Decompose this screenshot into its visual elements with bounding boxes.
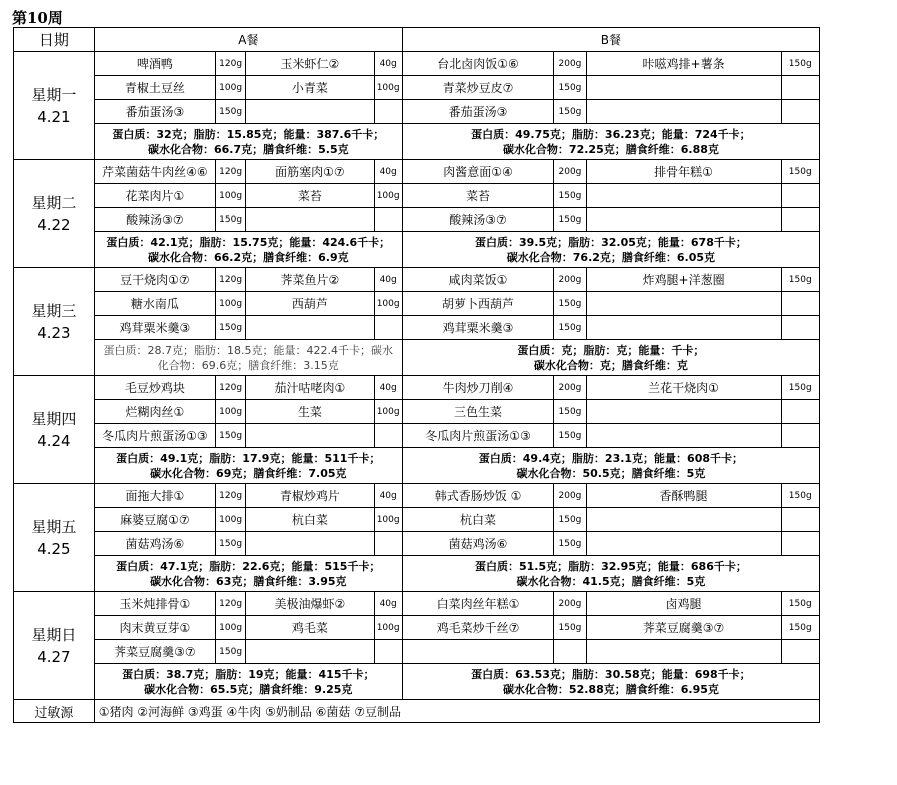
nutrition-a: [94, 448, 402, 484]
dish-name: 菌菇鸡汤⑥: [94, 532, 215, 556]
nutrition-a: [94, 232, 402, 268]
portion-weight: 150g: [781, 52, 819, 76]
dish-name: 西葫芦: [246, 292, 374, 316]
meal-b-header: B餐: [402, 28, 819, 52]
dish-name: 菌菇鸡汤⑥: [402, 532, 553, 556]
menu-row: [14, 52, 820, 76]
dish-name: [246, 316, 374, 340]
dish-name: 烂糊肉丝①: [94, 400, 215, 424]
dish-name: 毛豆炒鸡块: [94, 376, 215, 400]
dish-name: 香酥鸭腿: [586, 484, 781, 508]
portion-weight: [781, 292, 819, 316]
portion-weight: 100g: [215, 616, 245, 640]
nutrition-b: [402, 232, 819, 268]
menu-table: [13, 27, 820, 723]
nutrition-b: [402, 340, 819, 376]
nutrition-line: 化合物：69.6克；膳食纤维：3.15克: [157, 358, 339, 372]
dish-name: 卤鸡腿: [586, 592, 781, 616]
dish-name: 炸鸡腿+洋葱圈: [586, 268, 781, 292]
portion-weight: 150g: [781, 592, 819, 616]
nutrition-line: 蛋白质：39.5克；脂肪：32.05克；能量：678千卡；: [474, 235, 747, 249]
menu-row: [14, 100, 820, 124]
portion-weight: 150g: [215, 424, 245, 448]
portion-weight: 40g: [374, 268, 402, 292]
dish-name: [586, 400, 781, 424]
nutrition-b: [402, 556, 819, 592]
portion-weight: 100g: [374, 292, 402, 316]
portion-weight: [781, 208, 819, 232]
nutrition-line: 蛋白质：51.5克；脂肪：32.95克；能量：686千卡；: [474, 559, 747, 573]
portion-weight: [781, 640, 819, 664]
dish-name: [586, 76, 781, 100]
portion-weight: 150g: [781, 160, 819, 184]
menu-row: [14, 508, 820, 532]
portion-weight: 100g: [374, 76, 402, 100]
dish-name: [586, 640, 781, 664]
dish-name: 台北卤肉饭①⑥: [402, 52, 553, 76]
nutrition-row: [14, 232, 820, 268]
menu-row: [14, 532, 820, 556]
portion-weight: 120g: [215, 52, 245, 76]
portion-weight: 150g: [215, 208, 245, 232]
nutrition-row: [14, 556, 820, 592]
nutrition-line: 碳水化合物：76.2克；膳食纤维：6.05克: [506, 250, 716, 264]
dish-name: [246, 424, 374, 448]
portion-weight: 150g: [554, 508, 586, 532]
dish-name: 青菜炒豆皮⑦: [402, 76, 553, 100]
day-cell-thursday: [14, 376, 95, 484]
portion-weight: [374, 208, 402, 232]
allergen-legend: ①猪肉 ②河海鲜 ③鸡蛋 ④牛肉 ⑤奶制品 ⑥菌菇 ⑦豆制品: [94, 700, 819, 723]
dish-name: 面筋塞肉①⑦: [246, 160, 374, 184]
portion-weight: [781, 76, 819, 100]
dish-name: 糖水南瓜: [94, 292, 215, 316]
nutrition-line: 蛋白质：32克；脂肪：15.85克；能量：387.6千卡；: [112, 127, 385, 141]
portion-weight: [781, 424, 819, 448]
nutrition-b: [402, 448, 819, 484]
dish-name: 荠菜鱼片②: [246, 268, 374, 292]
portion-weight: 150g: [215, 316, 245, 340]
menu-row: [14, 376, 820, 400]
dish-name: [586, 424, 781, 448]
day-date: 4.21: [37, 107, 71, 126]
portion-weight: 200g: [554, 52, 586, 76]
dish-name: 三色生菜: [402, 400, 553, 424]
portion-weight: [374, 532, 402, 556]
day-cell-monday: [14, 52, 95, 160]
portion-weight: 150g: [215, 532, 245, 556]
nutrition-a: [94, 124, 402, 160]
nutrition-b: [402, 124, 819, 160]
portion-weight: 150g: [554, 76, 586, 100]
dish-name: 番茄蛋汤③: [402, 100, 553, 124]
nutrition-row: [14, 340, 820, 376]
dish-name: 咸肉菜饭①: [402, 268, 553, 292]
menu-row: [14, 640, 820, 664]
portion-weight: 200g: [554, 268, 586, 292]
nutrition-a: [94, 664, 402, 700]
portion-weight: [374, 100, 402, 124]
portion-weight: 120g: [215, 160, 245, 184]
menu-row: [14, 424, 820, 448]
portion-weight: [781, 400, 819, 424]
date-header: 日期: [14, 28, 95, 52]
nutrition-b: [402, 664, 819, 700]
portion-weight: 40g: [374, 160, 402, 184]
portion-weight: 120g: [215, 268, 245, 292]
day-name: 星期四: [31, 409, 77, 428]
portion-weight: 120g: [215, 484, 245, 508]
portion-weight: 200g: [554, 160, 586, 184]
portion-weight: [374, 424, 402, 448]
dish-name: 玉米虾仁②: [246, 52, 374, 76]
dish-name: [586, 508, 781, 532]
nutrition-line: 蛋白质：47.1克；脂肪：22.6克；能量：515千卡；: [116, 559, 381, 573]
nutrition-a: [94, 340, 402, 376]
menu-row: [14, 268, 820, 292]
portion-weight: 120g: [215, 592, 245, 616]
dish-name: [586, 184, 781, 208]
nutrition-line: 碳水化合物：69克；膳食纤维：7.05克: [150, 466, 347, 480]
nutrition-line: 蛋白质：49.4克；脂肪：23.1克；能量：608千卡；: [478, 451, 744, 465]
nutrition-line: 蛋白质：49.1克；脂肪：17.9克；能量：511千卡；: [116, 451, 381, 465]
nutrition-row: [14, 664, 820, 700]
nutrition-line: 碳水化合物：66.2克；膳食纤维：6.9克: [147, 250, 349, 264]
dish-name: 青椒炒鸡片: [246, 484, 374, 508]
dish-name: 肉末黄豆芽①: [94, 616, 215, 640]
dish-name: 咔嗞鸡排+薯条: [586, 52, 781, 76]
dish-name: [586, 100, 781, 124]
portion-weight: 150g: [554, 616, 586, 640]
dish-name: 冬瓜肉片煎蛋汤①③: [94, 424, 215, 448]
day-cell-tuesday: [14, 160, 95, 268]
meal-a-header: A餐: [94, 28, 402, 52]
nutrition-line: 蛋白质：42.1克；脂肪：15.75克；能量：424.6千卡；: [106, 235, 391, 249]
day-name: 星期五: [31, 517, 77, 536]
dish-name: [246, 100, 374, 124]
portion-weight: [374, 316, 402, 340]
dish-name: [586, 208, 781, 232]
dish-name: 菜苔: [402, 184, 553, 208]
dish-name: 豆干烧肉①⑦: [94, 268, 215, 292]
menu-row: [14, 592, 820, 616]
menu-row: [14, 316, 820, 340]
nutrition-row: [14, 448, 820, 484]
dish-name: 美极油爆虾②: [246, 592, 374, 616]
portion-weight: 150g: [781, 616, 819, 640]
portion-weight: 150g: [554, 316, 586, 340]
portion-weight: 150g: [554, 100, 586, 124]
nutrition-line: 碳水化合物：72.25克；膳食纤维：6.88克: [502, 142, 719, 156]
dish-name: 面拖大排①: [94, 484, 215, 508]
dish-name: 麻婆豆腐①⑦: [94, 508, 215, 532]
day-date: 4.24: [37, 431, 71, 450]
menu-row: [14, 484, 820, 508]
portion-weight: 40g: [374, 52, 402, 76]
portion-weight: 200g: [554, 592, 586, 616]
dish-name: 鸡毛菜炒千丝⑦: [402, 616, 553, 640]
dish-name: [246, 208, 374, 232]
dish-name: 兰花干烧肉①: [586, 376, 781, 400]
portion-weight: 100g: [374, 400, 402, 424]
portion-weight: 100g: [215, 508, 245, 532]
portion-weight: 150g: [781, 376, 819, 400]
nutrition-line: 蛋白质：63.53克；脂肪：30.58克；能量：698千卡；: [471, 667, 751, 681]
dish-name: 花菜肉片①: [94, 184, 215, 208]
day-date: 4.23: [37, 323, 71, 342]
dish-name: [586, 316, 781, 340]
portion-weight: [781, 532, 819, 556]
dish-name: [586, 292, 781, 316]
dish-name: 啤酒鸭: [94, 52, 215, 76]
dish-name: 排骨年糕①: [586, 160, 781, 184]
day-name: 星期一: [31, 85, 77, 104]
day-name: 星期日: [31, 625, 77, 644]
portion-weight: 120g: [215, 376, 245, 400]
portion-weight: 200g: [554, 376, 586, 400]
dish-name: 韩式香肠炒饭 ①: [402, 484, 553, 508]
portion-weight: 150g: [215, 100, 245, 124]
dish-name: 番茄蛋汤③: [94, 100, 215, 124]
portion-weight: [374, 640, 402, 664]
dish-name: 冬瓜肉片煎蛋汤①③: [402, 424, 553, 448]
dish-name: 玉米炖排骨①: [94, 592, 215, 616]
portion-weight: 100g: [215, 184, 245, 208]
nutrition-line: 蛋白质：49.75克；脂肪：36.23克；能量：724千卡；: [471, 127, 751, 141]
day-cell-wednesday: [14, 268, 95, 376]
portion-weight: 150g: [781, 268, 819, 292]
portion-weight: 100g: [374, 616, 402, 640]
nutrition-line: 蛋白质：28.7克；脂肪：18.5克；能量：422.4千卡；碳水: [103, 343, 394, 357]
dish-name: 荠菜豆腐羹③⑦: [94, 640, 215, 664]
dish-name: 杭白菜: [402, 508, 553, 532]
day-name: 星期二: [31, 193, 77, 212]
menu-row: [14, 208, 820, 232]
dish-name: 鸡茸粟米羹③: [402, 316, 553, 340]
dish-name: 茄汁咕咾肉①: [246, 376, 374, 400]
portion-weight: 150g: [554, 292, 586, 316]
dish-name: [586, 532, 781, 556]
nutrition-line: 碳水化合物：52.88克；膳食纤维：6.95克: [502, 682, 719, 696]
nutrition-row: [14, 124, 820, 160]
dish-name: [246, 640, 374, 664]
dish-name: [246, 532, 374, 556]
portion-weight: [781, 508, 819, 532]
portion-weight: 100g: [215, 400, 245, 424]
dish-name: 青椒土豆丝: [94, 76, 215, 100]
nutrition-line: 蛋白质：38.7克；脂肪：19克；能量：415千卡；: [122, 667, 375, 681]
day-cell-sunday: [14, 592, 95, 700]
dish-name: 生菜: [246, 400, 374, 424]
allergen-row: [14, 700, 820, 723]
portion-weight: 200g: [554, 484, 586, 508]
portion-weight: 100g: [215, 292, 245, 316]
portion-weight: [781, 100, 819, 124]
menu-row: [14, 616, 820, 640]
dish-name: 鸡茸粟米羹③: [94, 316, 215, 340]
nutrition-line: 碳水化合物：50.5克；膳食纤维：5克: [516, 466, 706, 480]
nutrition-line: 蛋白质：克；脂肪：克；能量：千卡；: [517, 343, 705, 357]
week-label: 第10周: [12, 9, 63, 27]
dish-name: 小青菜: [246, 76, 374, 100]
dish-name: 鸡毛菜: [246, 616, 374, 640]
dish-name: 杭白菜: [246, 508, 374, 532]
dish-name: 芹菜菌菇牛肉丝④⑥: [94, 160, 215, 184]
portion-weight: 100g: [215, 76, 245, 100]
portion-weight: 40g: [374, 592, 402, 616]
portion-weight: 100g: [374, 184, 402, 208]
portion-weight: 150g: [554, 184, 586, 208]
day-date: 4.25: [37, 539, 71, 558]
menu-row: [14, 76, 820, 100]
day-date: 4.22: [37, 215, 71, 234]
nutrition-line: 碳水化合物：41.5克；膳食纤维：5克: [516, 574, 706, 588]
allergen-label: 过敏源: [14, 700, 95, 723]
portion-weight: 150g: [554, 532, 586, 556]
dish-name: 酸辣汤③⑦: [402, 208, 553, 232]
portion-weight: 150g: [554, 208, 586, 232]
portion-weight: 40g: [374, 484, 402, 508]
nutrition-line: 碳水化合物：65.5克；膳食纤维：9.25克: [144, 682, 353, 696]
portion-weight: [781, 316, 819, 340]
dish-name: 白菜肉丝年糕①: [402, 592, 553, 616]
portion-weight: 150g: [215, 640, 245, 664]
day-name: 星期三: [31, 301, 77, 320]
portion-weight: 150g: [554, 400, 586, 424]
portion-weight: [781, 184, 819, 208]
nutrition-line: 碳水化合物：66.7克；膳食纤维：5.5克: [147, 142, 349, 156]
dish-name: 菜苔: [246, 184, 374, 208]
portion-weight: 150g: [554, 424, 586, 448]
dish-name: 牛肉炒刀削④: [402, 376, 553, 400]
menu-row: [14, 160, 820, 184]
portion-weight: [554, 640, 586, 664]
dish-name: 荠菜豆腐羹③⑦: [586, 616, 781, 640]
day-cell-friday: [14, 484, 95, 592]
dish-name: 肉酱意面①④: [402, 160, 553, 184]
dish-name: [402, 640, 553, 664]
nutrition-line: 碳水化合物：克；膳食纤维：克: [533, 358, 688, 372]
menu-row: [14, 400, 820, 424]
dish-name: 酸辣汤③⑦: [94, 208, 215, 232]
day-date: 4.27: [37, 647, 71, 666]
dish-name: 胡萝卜西葫芦: [402, 292, 553, 316]
portion-weight: 150g: [781, 484, 819, 508]
portion-weight: 40g: [374, 376, 402, 400]
nutrition-line: 碳水化合物：63克；膳食纤维：3.95克: [150, 574, 347, 588]
menu-row: [14, 292, 820, 316]
nutrition-a: [94, 556, 402, 592]
menu-row: [14, 184, 820, 208]
portion-weight: 100g: [374, 508, 402, 532]
